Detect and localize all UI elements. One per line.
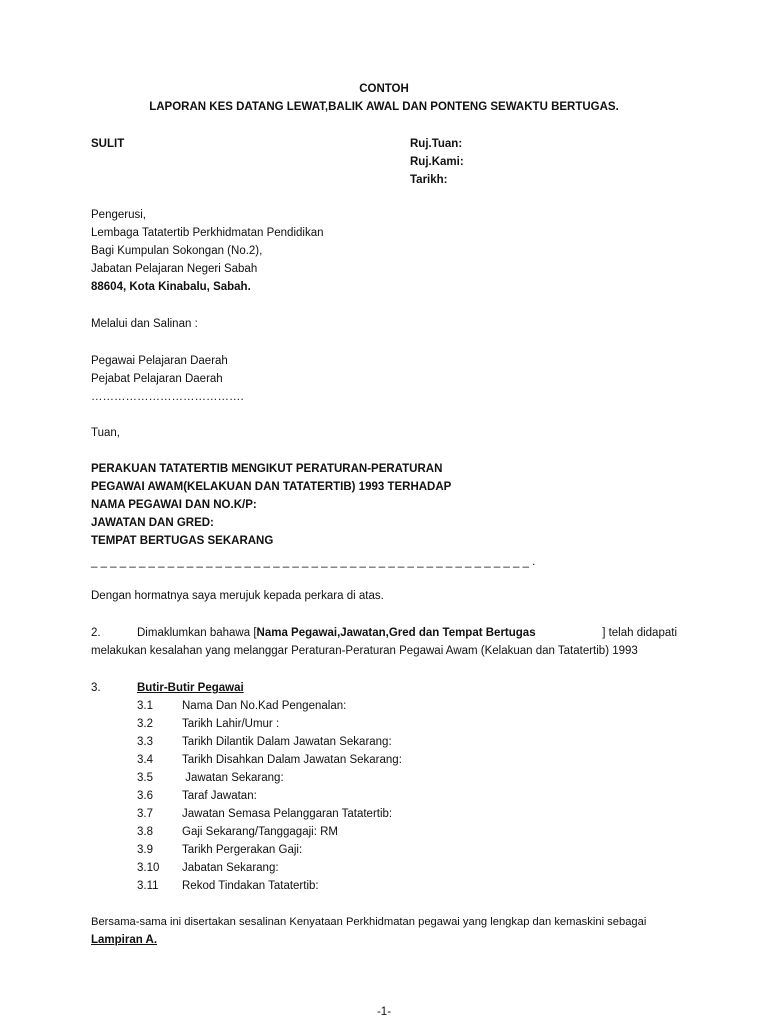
item-text: Jawatan Sekarang: [182,772,284,784]
list-item [137,736,392,748]
list-item [137,772,284,784]
item-text: Tarikh Lahir/Umur : [182,718,280,730]
list-item [137,844,302,856]
subject-line: JAWATAN DAN GRED: [91,517,214,529]
item-number: 3.5 [137,772,153,784]
list-item [137,790,257,802]
item-text: Taraf Jawatan: [182,790,257,802]
address-postcode: 88604, Kota Kinabalu, Sabah. [91,281,251,293]
item-number: 3.1 [137,700,153,712]
ref-tuan: Ruj.Tuan: [410,138,463,150]
address-line: Bagi Kumpulan Sokongan (No.2), [91,245,263,257]
subject-line: TEMPAT BERTUGAS SEKARANG [91,535,274,547]
item-number: 3.2 [137,718,153,730]
classification-label: SULIT [91,138,125,150]
paragraph-2-line-1 [137,627,677,639]
dashed-separator: _ _ _ _ _ _ _ _ _ _ _ _ _ _ _ _ _ _ _ _ _ _ _ _ _ _ _ _ _ _ _ _ _ _ _ _ _ _ _ _ _ _ _ _ _ _ . [91,556,536,568]
item-text: Tarikh Pergerakan Gaji: [182,844,303,856]
item-number: 3.8 [137,826,153,838]
document-page [91,0,677,1024]
address-line: Lembaga Tatatertib Perkhidmatan Pendidikan [91,227,324,239]
paragraph-2-pre: Dimaklumkan bahawa [ [137,627,257,639]
item-number: 3.6 [137,790,153,802]
via-label: Melalui dan Salinan : [91,318,198,330]
paragraph-2-post: ] telah didapati [602,627,677,639]
list-item [137,754,402,766]
item-text: Rekod Tindakan Tatatertib: [182,880,319,892]
paragraph-2-line-2: melakukan kesalahan yang melanggar Peraturan-Peraturan Pegawai Awam (Kelakuan dan Tatatertib) 1993 [91,645,638,657]
item-number: 3.7 [137,808,153,820]
section-heading: Butir-Butir Pegawai [137,682,244,694]
address-line: Jabatan Pelajaran Negeri Sabah [91,263,258,275]
subject-line: NAMA PEGAWAI DAN NO.K/P: [91,499,257,511]
via-line: Pejabat Pelajaran Daerah [91,373,223,385]
ref-kami: Ruj.Kami: [410,156,464,168]
address-line: Pengerusi, [91,209,146,221]
list-item [137,826,338,838]
item-text: Tarikh Disahkan Dalam Jawatan Sekarang: [182,754,402,766]
list-item [137,862,279,874]
item-text: Jawatan Semasa Pelanggaran Tatatertib: [182,808,393,820]
ref-date: Tarikh: [410,174,448,186]
salutation: Tuan, [91,427,120,439]
list-item [137,718,279,730]
list-item [137,880,319,892]
item-number: 3.11 [137,880,159,892]
item-number: 3.9 [137,844,153,856]
dotted-line: …………………………………. [91,391,244,403]
page-number: -1- [376,1006,392,1018]
via-line: Pegawai Pelajaran Daerah [91,355,228,367]
paragraph-2-bold: Nama Pegawai,Jawatan,Gred dan Tempat Bertugas [256,627,536,639]
subject-line: PERAKUAN TATATERTIB MENGIKUT PERATURAN-PERATURAN [91,463,443,475]
item-text: Tarikh Dilantik Dalam Jawatan Sekarang: [182,736,392,748]
paragraph-1: Dengan hormatnya saya merujuk kepada perkara di atas. [91,590,384,602]
item-text: Jabatan Sekarang: [182,862,279,874]
list-item [137,700,346,712]
doc-subtitle: LAPORAN KES DATANG LEWAT,BALIK AWAL DAN PONTENG SEWAKTU BERTUGAS. [149,101,619,113]
subject-line: PEGAWAI AWAM(KELAKUAN DAN TATATERTIB) 1993 TERHADAP [91,481,452,493]
attachment-label: Lampiran A. [91,934,158,946]
paragraph-4-line-1: Bersama-sama ini disertakan sesalinan Kenyataan Perkhidmatan pegawai yang lengkap dan kemaskini sebagai [91,916,647,928]
paragraph-number: 3. [91,682,101,694]
paragraph-number: 2. [91,627,101,639]
item-number: 3.10 [137,862,160,874]
doc-title: CONTOH [359,83,409,95]
item-text: Nama Dan No.Kad Pengenalan: [182,700,347,712]
item-text: Gaji Sekarang/Tanggagaji: RM [182,826,338,838]
paragraph-2-lead [137,627,536,639]
item-number: 3.3 [137,736,153,748]
list-item [137,808,392,820]
item-number: 3.4 [137,754,153,766]
